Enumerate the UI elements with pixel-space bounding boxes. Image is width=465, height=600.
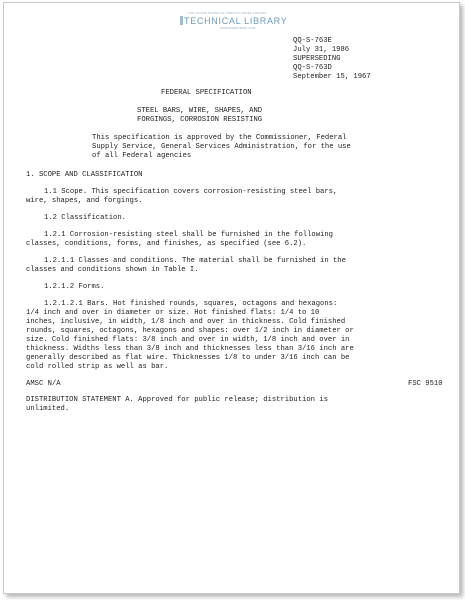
distribution-line-2: unlimited. [26, 405, 70, 413]
approval-line-3: of all Federal agencies [92, 152, 192, 160]
section-heading: 1. SCOPE AND CLASSIFICATION [26, 171, 143, 179]
doc-date: July 31, 1986 [293, 46, 350, 54]
logo-tagline-bottom: WWW.EVERYSPEC.COM [220, 26, 256, 30]
doc-id: QQ-S-763E [293, 37, 332, 45]
fsc-code: FSC 9510 [408, 380, 443, 388]
scope-line-1: 1.1 Scope. This specification covers corrosion-resisting steel bars, [44, 188, 338, 196]
scope-line-2: wire, shapes, and forgings. [26, 197, 143, 205]
bars-line: rounds, squares, octagons, hexagons and shapes: over 1/2 inch in diameter or [26, 327, 354, 335]
document-page [3, 2, 460, 594]
logo-name: TECHNICAL LIBRARY [184, 16, 288, 26]
bars-line: 1/4 inch and over in diameter or size. Hot finished flats: 1/4 to 10 [26, 309, 320, 317]
bars-line: thickness. Widths less than 3/8 inch and thicknesses less than 3/16 inch are [26, 345, 354, 353]
amsc-code: AMSC N/A [26, 380, 61, 388]
classification-heading: 1.2 Classification. [44, 214, 126, 222]
bars-line: cold rolled strip as well as bar. [26, 363, 169, 371]
para-1-2-1-1-line-2: classes and conditions shown in Table I. [26, 266, 199, 274]
superseded-date: September 15, 1967 [293, 73, 371, 81]
bars-line: inches, inclusive, in width, 1/8 inch and over in thickness. Cold finished [26, 318, 346, 326]
bars-line: 1.2.1.2.1 Bars. Hot finished rounds, squares, octagons and hexagons: [44, 300, 338, 308]
para-1-2-1-2: 1.2.1.2 Forms. [44, 283, 105, 291]
para-1-2-1-1-line-1: 1.2.1.1 Classes and conditions. The material shall be furnished in the [44, 257, 346, 265]
superseding-label: SUPERSEDING [293, 55, 341, 63]
bars-line: size. Cold finished flats: 3/8 inch and over in width, 1/8 inch and over in [26, 336, 350, 344]
para-1-2-1-line-2: classes, conditions, forms, and finishes, as specified (see 6.2). [26, 240, 307, 248]
title-line-2: FORGINGS, CORROSION RESISTING [137, 116, 263, 124]
logo-mark-icon [180, 16, 183, 25]
distribution-line-1: DISTRIBUTION STATEMENT A. Approved for public release; distribution is [26, 396, 328, 404]
para-1-2-1-line-1: 1.2.1 Corrosion-resisting steel shall be furnished in the following [44, 231, 333, 239]
superseded-id: QQ-S-763D [293, 64, 332, 72]
technical-library-logo [180, 11, 286, 33]
logo-tagline-top: THE UNITED STATES OF AMERICA ARMED FORCES [188, 11, 267, 15]
bars-line: generally described as flat wire. Thicknesses 1/8 to under 3/16 inch can be [26, 354, 350, 362]
approval-line-2: Supply Service, General Services Administration, for the use [92, 143, 351, 151]
approval-line-1: This specification is approved by the Commissioner, Federal [92, 134, 347, 142]
spec-kind: FEDERAL SPECIFICATION [161, 89, 252, 97]
title-line-1: STEEL BARS, WIRE, SHAPES, AND [137, 107, 263, 115]
